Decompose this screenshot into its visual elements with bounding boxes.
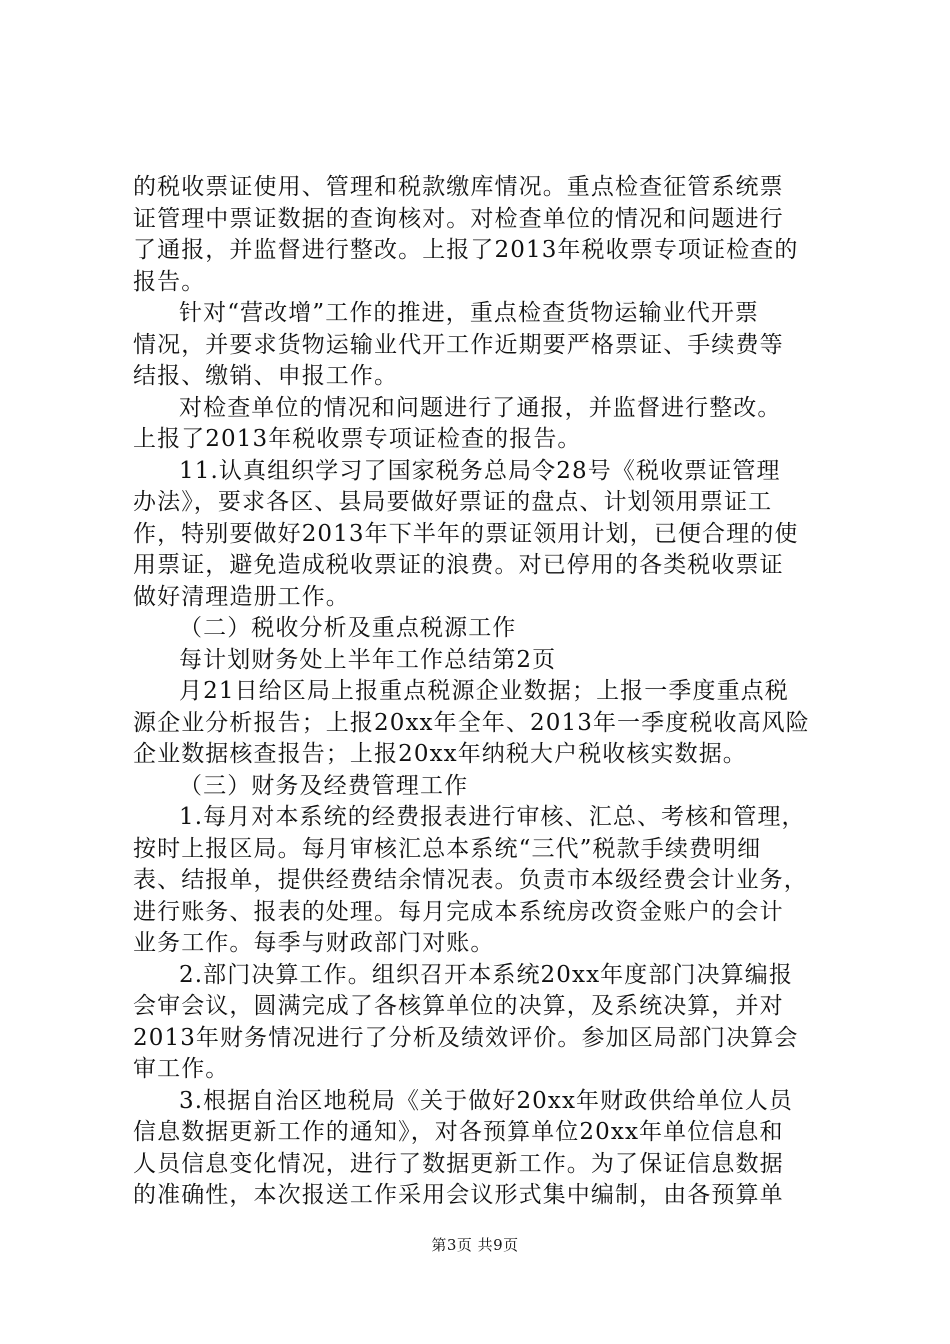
- text-line: 作，特别要做好2013年下半年的票证领用计划，已便合理的使: [133, 520, 799, 547]
- text-line: 企业数据核查报告；上报20xx年纳税大户税收核实数据。: [133, 741, 747, 767]
- text-line: 11.认真组织学习了国家税务总局令28号《税收票证管理: [179, 457, 781, 484]
- text-line: 做好清理造册工作。: [133, 583, 350, 610]
- text-line: 会审会议，圆满完成了各核算单位的决算，及系统决算，并对: [133, 993, 784, 1019]
- text-line: 上报了2013年税收票专项证检查的报告。: [133, 426, 582, 452]
- page-footer: 第3页 共9页: [431, 1236, 519, 1254]
- text-line: 按时上报区局。每月审核汇总本系统“三代”税款手续费明细: [133, 835, 762, 862]
- text-line: 审工作。: [133, 1056, 230, 1082]
- text-line: 2013年财务情况进行了分析及绩效评价。参加区局部门决算会: [133, 1024, 799, 1051]
- text-line: 信息数据更新工作的通知》，对各预算单位20xx年单位信息和: [133, 1119, 784, 1145]
- text-line: 2.部门决算工作。组织召开本系统20xx年度部门决算编报: [179, 961, 793, 988]
- text-line: 办法》，要求各区、县局要做好票证的盘点、计划领用票证工: [133, 489, 773, 515]
- document-body: [133, 172, 833, 1212]
- text-line: 表、结报单，提供经费结余情况表。负责市本级经费会计业务，: [133, 867, 808, 893]
- section-heading: （二）税收分析及重点税源工作: [179, 615, 517, 641]
- text-line: 1.每月对本系统的经费报表进行审核、汇总、考核和管理，: [179, 804, 806, 830]
- text-line: 的税收票证使用、管理和税款缴库情况。重点检查征管系统票: [133, 174, 784, 200]
- text-line: 针对“营改增”工作的推进，重点检查货物运输业代开票: [179, 300, 760, 326]
- text-line: 用票证，避免造成税收票证的浪费。对已停用的各类税收票证: [133, 552, 784, 578]
- text-line: 的准确性，本次报送工作采用会议形式集中编制，由各预算单: [133, 1182, 784, 1208]
- text-line: 证管理中票证数据的查询核对。对检查单位的情况和问题进行: [133, 205, 784, 232]
- text-line: 每计划财务处上半年工作总结第2页: [179, 646, 557, 673]
- text-line: 业务工作。每季与财政部门对账。: [133, 930, 495, 956]
- text-line: 情况，并要求货物运输业代开工作近期要严格票证、手续费等: [133, 331, 784, 358]
- text-line: 了通报，并监督进行整改。上报了2013年税收票专项证检查的: [133, 237, 799, 263]
- text-line: 报告。: [133, 268, 206, 295]
- text-line: 结报、缴销、申报工作。: [133, 363, 399, 389]
- text-line: 进行账务、报表的处理。每月完成本系统房改资金账户的会计: [133, 898, 784, 925]
- text-line: 人员信息变化情况，进行了数据更新工作。为了保证信息数据: [133, 1150, 784, 1177]
- section-heading: （三）财务及经费管理工作: [179, 772, 469, 799]
- text-line: 源企业分析报告；上报20xx年全年、2013年一季度税收高风险: [133, 709, 810, 736]
- text-line: 3.根据自治区地税局《关于做好20xx年财政供给单位人员: [179, 1087, 793, 1114]
- text-line: 对检查单位的情况和问题进行了通报，并监督进行整改。: [179, 394, 782, 421]
- text-line: 月21日给区局上报重点税源企业数据；上报一季度重点税: [179, 678, 789, 704]
